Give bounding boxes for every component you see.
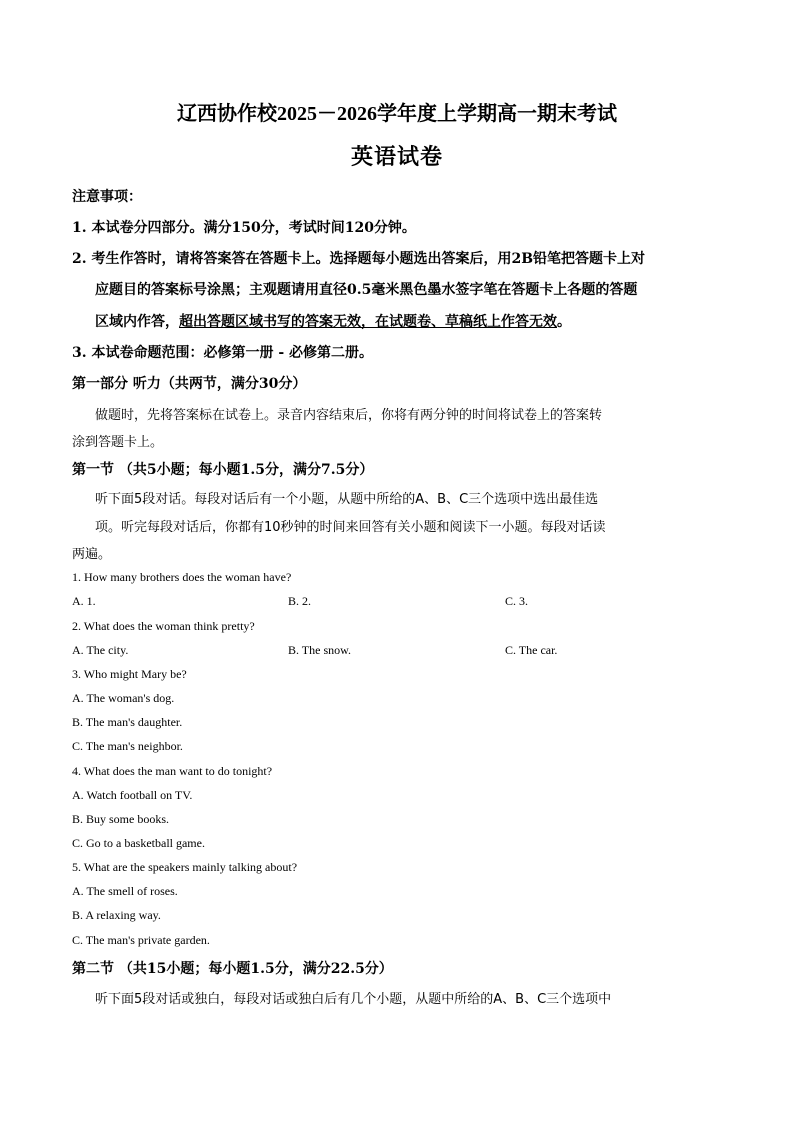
question-1-option-c: C. 3. [505, 594, 529, 608]
part1-instr-line-2: 涂到答题卡上。 [72, 435, 164, 450]
question-4-option-b: B. Buy some books. [72, 812, 170, 826]
section1-heading: 第一节 （共5小题；每小题1.5分，满分7.5分） [72, 462, 374, 478]
question-5: 5. What are the speakers mainly talking about? [72, 860, 298, 874]
notice-item-2-line-3-end: 。 [557, 314, 571, 330]
question-3: 3. Who might Mary be? [72, 667, 187, 681]
question-4-option-a: A. Watch football on TV. [72, 788, 193, 802]
section1-instr-line-3: 两遍。 [72, 547, 112, 562]
question-5-option-b: B. A relaxing way. [72, 908, 161, 922]
notice-item-2-line-3-underlined: 超出答题区域书写的答案无效，在试题卷、草稿纸上作答无效 [179, 314, 557, 330]
question-2-option-a: A. The city. [72, 643, 129, 657]
question-3-option-c: C. The man's neighbor. [72, 739, 183, 753]
question-2-option-b: B. The snow. [288, 643, 351, 657]
exam-title: 辽西协作校2025－2026学年度上学期高一期末考试 [177, 103, 617, 125]
part1-heading: 第一部分 听力（共两节，满分30分） [72, 376, 307, 392]
question-2: 2. What does the woman think pretty? [72, 619, 255, 633]
question-3-option-a: A. The woman's dog. [72, 691, 175, 705]
notice-item-1: 1. 本试卷分四部分。满分150分，考试时间120分钟。 [72, 220, 416, 236]
question-4-option-c: C. Go to a basketball game. [72, 836, 205, 850]
notice-heading: 注意事项： [72, 189, 142, 205]
notice-item-2-line-3 [95, 311, 571, 331]
question-1-option-a: A. 1. [72, 594, 96, 608]
section2-instr-line-1: 听下面5段对话或独白，每段对话或独白后有几个小题，从题中所给的A、B、C三个选项中 [95, 992, 612, 1007]
section1-instr-line-2: 项。听完每段对话后，你都有10秒钟的时间来回答有关小题和阅读下一小题。每段对话读 [95, 520, 606, 535]
question-5-option-c: C. The man's private garden. [72, 933, 210, 947]
notice-item-2-line-3-plain: 区域内作答， [95, 314, 179, 330]
section1-instr-line-1: 听下面5段对话。每段对话后有一个小题，从题中所给的A、B、C三个选项中选出最佳选 [95, 492, 599, 507]
question-2-option-c: C. The car. [505, 643, 558, 657]
question-5-option-a: A. The smell of roses. [72, 884, 178, 898]
question-4: 4. What does the man want to do tonight? [72, 764, 273, 778]
exam-subtitle: 英语试卷 [350, 144, 443, 169]
notice-item-2-line-2: 应题目的答案标号涂黑；主观题请用直径0.5毫米黑色墨水签字笔在答题卡上各题的答题 [95, 282, 638, 298]
section2-heading: 第二节 （共15小题；每小题1.5分，满分22.5分） [72, 961, 393, 977]
notice-item-3: 3. 本试卷命题范围：必修第一册 - 必修第二册。 [72, 345, 374, 361]
part1-instr-line-1: 做题时，先将答案标在试卷上。录音内容结束后，你将有两分钟的时间将试卷上的答案转 [95, 408, 603, 423]
question-1: 1. How many brothers does the woman have? [72, 570, 292, 584]
question-3-option-b: B. The man's daughter. [72, 715, 183, 729]
question-1-option-b: B. 2. [288, 594, 312, 608]
notice-item-2-line-1: 2. 考生作答时，请将答案答在答题卡上。选择题每小题选出答案后，用2B铅笔把答题卡上对 [72, 251, 646, 267]
